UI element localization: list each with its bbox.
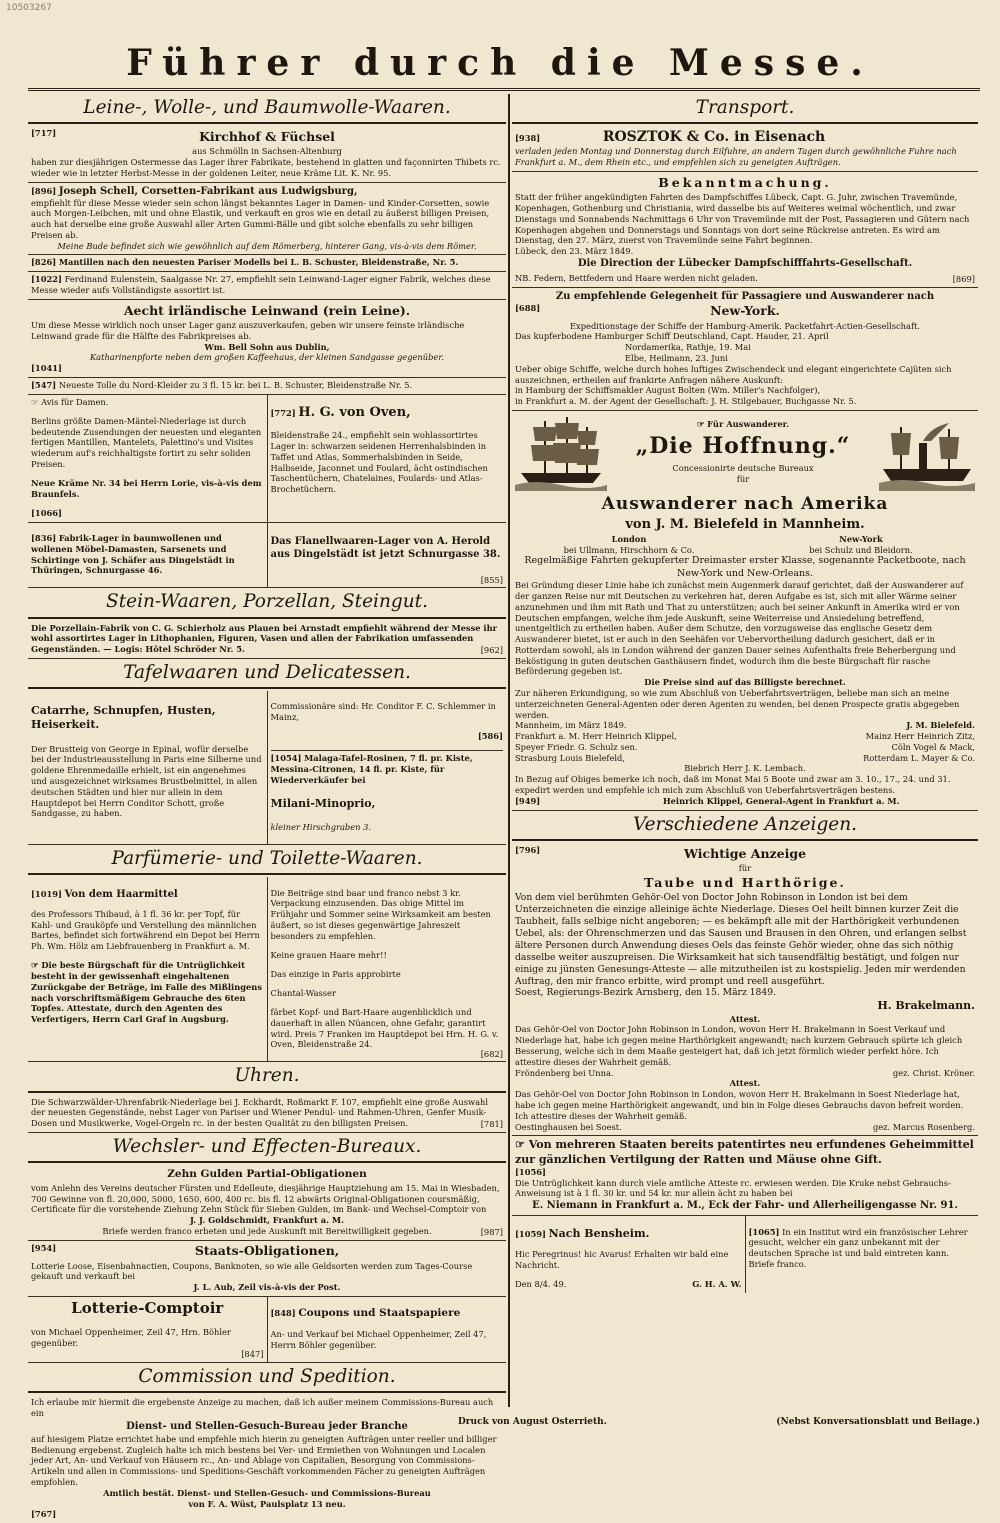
- ad-text: Um diese Messe wirklich noch unser Lager ganz auszuverkaufen, geben wir unsere feinste irländische Leinwand grade für die Hälfte des Fabrikpreises ab.: [31, 320, 465, 341]
- ad-addr: von F. A. Wüst, Paulsplatz 13 neu.: [188, 1498, 346, 1509]
- pointing-hand-icon: ☞: [31, 960, 42, 971]
- ad-number: [1065]: [748, 1226, 780, 1237]
- column-divider: [508, 94, 510, 1407]
- city-london-agent: bei Ullmann, Hirschhorn & Co.: [563, 544, 695, 555]
- ad-number: [954]: [31, 1242, 57, 1253]
- ad-text: Der Brustteig von George in Epinal, wofür derselbe bei der Industrieausstellung in Paris eine Silberne und goldene Ehrenmedaille erhielt, ist ein angenehmes und ausgezeichnet wirksames Brustbelmittel, in allen deutschen Städten und hier nur allein in dem Hauptdepot bei Herrn Conditor Schott, große Sandgasse, zu haben.: [31, 743, 262, 819]
- attest-title: Attest.: [729, 1013, 761, 1024]
- ad-date: Lübeck, den 23. März 1849.: [515, 246, 634, 257]
- scan-id: 10503267: [6, 3, 52, 13]
- ad-number: [717]: [31, 128, 57, 139]
- ad-mantillen: [28, 255, 506, 272]
- ad-text: Von dem viel berühmten Gehör-Oel von Doctor John Robinson in London ist bei dem Unterzeichneten die einzige alleinige ächte Niederlage. Dieses Oel heilt binnen kurzer Zeit die Taubheit, falls selbige nicht angeboren; — es bekämpft alle mit der Harthörigkeit verbundenen Uebel, als: der Ohrenschmerzen und das Sausen und Brausen in den Ohren, und erlangen selbst ältere Personen durch Anwendung dieses Oels das feinste Gehör wieder, ohne das sich nöthig dasselbe weiter auszupreisen. Die Wirksamkeit hat sich tausendfältig bestätigt, und folgen nur einige zu jünsten Genesungs-Atteste — alle mitzutheilen ist zu kostspielig. Jeden mir werdenden Auftrag, den mir franco erbitte, wird prompt und reell ausgeführt.: [515, 891, 967, 987]
- ad-avis: [28, 395, 267, 522]
- ad-text: Die Schwarzwälder-Uhrenfabrik-Niederlage bei J. Eckhardt, Roßmarkt F. 107, empfiehlt eine große Auswahl der neuesten Gegenstände, nebst Lager von Pariser und Wiener Pendul- und Rahmen-Uhren, Genfer Musik-Dosen und Musikwerke, Vogel-Orgeln rc. in der besten Qualität zu den billigsten Preisen.: [31, 1096, 489, 1129]
- ad-commission: [267, 691, 507, 844]
- ad-number: [1056]: [515, 1166, 546, 1177]
- ad-text: vom Anlehn des Vereins deutscher Fürsten und Edelleute, diesjährige Hauptziehung am 15. Mai in Wiesbaden, 700 Gewinne von fl. 20,000, 5000, 1650, 600, 400 rc. bis fl. 12 abwärts Original-Obligationen coursmäßig, Certificate für die vorstehende Ziehung Zehn Stück für Sieben Gulden, im Bank- und Wechsel-Comptoir von: [31, 1182, 500, 1215]
- ad-coupons: [267, 1297, 507, 1362]
- ad-number: [1066]: [31, 507, 62, 518]
- ad-tolle: [28, 378, 506, 395]
- ship-row: Elbe, Heilmann, 23. Juni: [625, 353, 728, 364]
- ad-text: Berlins größte Damen-Mäntel-Niederlage ist durch bedeutende Zusendungen der neuesten und eleganten fertigen Mantillen, Mantelets, Palettino's und Visites wiederum auf's reichhaltigste fortirt zu sehr soliden Preisen.: [31, 415, 262, 469]
- masthead-title: Führer durch die Messe.: [126, 42, 874, 84]
- ad-text2: Ueber obige Schiffe, welche durch hohes luftiges Zwischendeck und elegant eingerichtete Cajüten sich auszeichnen, ertheilen auf frankirte Anfragen nähere Auskunft:: [515, 363, 952, 385]
- page-footer: [28, 1414, 980, 1427]
- left-column: [28, 94, 506, 1520]
- ad-sub: für: [738, 862, 752, 873]
- ad-text: Mantillen nach den neuesten Pariser Modells bei L. B. Schuster, Bleidenstraße, Nr. 5.: [58, 257, 459, 268]
- ad-firm: Milani-Minoprio,: [270, 796, 376, 810]
- ad-head: Lotterie-Comptoir: [71, 1299, 224, 1318]
- ad-catarrhe: [28, 691, 267, 844]
- ad-head: Von dem Haarmittel: [64, 888, 178, 900]
- ad-text: Fabrik-Lager in baumwollenen und wollenen Möbel-Damasten, Sarsenets und Schirtinge von J. Schäfer aus Dingelstädt in Thüringen, Schnurgasse 46.: [31, 532, 235, 576]
- ad-number: [826]: [31, 257, 57, 268]
- ad-sign: Den 8/4. 49. G. H. A. W.: [515, 1278, 742, 1289]
- ad-text: Das Flanellwaaren-Lager von A. Herold aus Dingelstädt ist jetzt Schnurgasse 38.: [270, 535, 501, 560]
- ad-text: haben zur diesjährigen Ostermesse das Lager ihrer Fabrikate, bestehend in glatten und façonnirten Thibets rc. wieder wie in letzter Herbst-Messe in der goldenen Leiter, neue Kräme Lit. K. Nr. 95.: [31, 157, 501, 178]
- ad-head: Joseph Schell, Corsetten-Fabrikant aus Ludwigsburg,: [58, 185, 358, 197]
- ship-row: Nordamerika, Rathje, 19. Mai: [625, 342, 751, 353]
- pointing-hand-icon: ☞: [515, 1138, 529, 1152]
- ad-number: [1022]: [31, 274, 62, 285]
- ad-text3: In Bezug auf Obiges bemerke ich noch, daß im Monat Mai 5 Boote und zwar am 3. 10., 17., 24. und 31. expedirt werden und empfehle ich mich zum Abschluß von Ueberfahrtsverträgen bestens.: [515, 774, 951, 796]
- ad-number: [847]: [241, 1349, 264, 1360]
- ad-by: von J. M. Bielefeld in Mannheim.: [625, 517, 865, 533]
- ad-row-oppenheimer: [28, 1297, 506, 1363]
- ad-text: Ferdinand Eulenstein, Saalgasse Nr. 27, empfiehlt sein Leinwand-Lager eigner Fabrik, welches diese Messe wieder aufs Vollständigste assortirt ist.: [31, 274, 491, 296]
- ad-row-misc: [512, 1216, 978, 1293]
- agent-row: Speyer Friedr. G. Schulz sen. Cöln Vogel & Mack,: [515, 741, 975, 752]
- ad-head: Bekanntmachung.: [658, 174, 832, 190]
- ad-number: [896]: [31, 185, 57, 196]
- ad-text: Statt der früher angekündigten Fahrten des Dampfschiffes Lübeck, Capt. G. Juhr, zwischen Travemünde, Kopenhagen, Gothenburg und Christiania, wird dasselbe bis auf Weiteres weimal wöchentlich, und zwar Dienstags und Sonnabends Nachmittags 6 Uhr von Travemünde mit der Post, Passagieren und Gütern nach Kopenhagen abgehen und Donnerstags und Sonntags von dort seine Rückreise antreten. Es wird am Dienstag, den 27. März, zuerst von Travemünde seine Fahrt beginnen.: [515, 192, 970, 246]
- ad-sub: Concessionirte deutsche Bureaux: [672, 462, 814, 473]
- ad-text: empfiehlt für diese Messe wieder sein schon längst bekanntes Lager in Damen- und Kinder-Corsetten, sowie auch Morgen-Leibchen, mit und ohne Elastik, und verkauft en gros wie en detail zu äußerst billigen Preisen, auch hat derselbe eine große Auswahl aller Arten Gummi-Bälle und gibt solche ebenfalls zu sehr billigen Preisen ab.: [31, 197, 490, 240]
- ad-head2: Taube und Harthörige.: [644, 874, 846, 890]
- ad-head: H. G. von Oven,: [298, 405, 411, 421]
- ad-number: [688]: [515, 302, 541, 313]
- ad-text: Die Beiträge sind baar und franco nebst 3 kr. Verpackung einzusenden. Das obige Mittel im Frühjahr und Sommer seine Wirksamkeit am besten äußert, so ist dieses gegenwärtige Jahreszeit besonders zu empfehlen.: [270, 887, 491, 941]
- ad-text: Malaga-Tafel-Rosinen, 7 fl. pr. Kiste, Messina-Citronen, 14 fl. pr. Kiste, für Wiederverkäufer bei: [270, 753, 473, 785]
- ad-number: [682]: [480, 1048, 503, 1059]
- ad-head: Coupons und Staatspapiere: [298, 1307, 461, 1320]
- ad-number: [586]: [477, 731, 503, 742]
- ad-head: Staats-Obligationen,: [194, 1243, 340, 1259]
- ad-text: Hic Peregrinus! hic Avarus! Erhalten wir bald eine Nachricht.: [515, 1249, 729, 1270]
- ad-row-fabrik: [28, 523, 506, 589]
- ad-firm: Amtlich bestät. Dienst- und Stellen-Gesuch- und Commissions-Bureau: [103, 1487, 431, 1498]
- ad-eulenstein: [28, 272, 506, 300]
- agent-row: Frankfurt a. M. Herr Heinrich Klippel, Mainz Herr Heinrich Zitz,: [515, 731, 975, 742]
- ad-foot: NB. Federn, Bettfedern und Haare werden nicht geladen.: [515, 272, 758, 283]
- ad-head: Zu empfehlende Gelegenheit für Passagiere und Auswanderer nach: [555, 290, 935, 302]
- section-title: Commission und Spedition.: [28, 1363, 506, 1393]
- ad-text: des Professors Thibaud, à 1 fl. 36 kr. per Topf, für Kahl- und Grauköpfe und Verstellung des männlichen Bartes, befindet sich fortwährend ein Depot bei Herrn Ph. Wm. Hölz am Liebfrauenberg in Frankfurt a. M.: [31, 908, 260, 952]
- ad-oven: [267, 395, 507, 522]
- ad-lehrer: [745, 1216, 979, 1293]
- pointing-hand-icon: ☞: [696, 419, 708, 430]
- ad-schell: [28, 183, 506, 256]
- section-title: Wechsler- und Effecten-Bureaux.: [28, 1133, 506, 1163]
- ad-lotterie: [28, 1297, 267, 1362]
- ad-agent: in Frankfurt a. M. der Agent der Gesellschaft: J. H. Stilgebauer, Buchgasse Nr. 5.: [515, 396, 857, 407]
- city-newyork-agent: bei Schulz und Bleidorn.: [809, 544, 913, 555]
- ad-firm: Kirchhof & Füchsel: [199, 128, 335, 144]
- ad-addr: Neue Kräme Nr. 34 bei Herrn Lorie, vis-à-vis dem Braunfels.: [31, 478, 262, 499]
- ad-firm: J. L. Aub, Zeil vis-à-vis der Post.: [193, 1282, 341, 1293]
- masthead-rule: [28, 88, 980, 91]
- ad-partial-obligationen: [28, 1165, 506, 1241]
- city-london: London: [611, 533, 647, 544]
- ad-bensheim: [512, 1216, 745, 1293]
- ship-row: Das kupferbodene Hamburger Schiff Deutschland, Capt. Hauder, 21. April: [515, 331, 829, 342]
- attest-sign: Oestinghausen bei Soest. gez. Marcus Rosenberg.: [515, 1121, 975, 1132]
- ad-number: [781]: [480, 1119, 503, 1130]
- ad-number: [1059]: [515, 1228, 546, 1239]
- ad-number: [938]: [515, 133, 541, 144]
- ad-place: aus Schmölln in Sachsen-Altenburg: [192, 146, 342, 157]
- ad-date: Soest, Regierungs-Bezirk Arnsberg, den 15. März 1849.: [515, 987, 777, 999]
- ad-number: [1041]: [31, 363, 62, 374]
- section-title: Leine-, Wolle-, und Baumwolle-Waaren.: [28, 94, 506, 124]
- ad-head: Catarrhe, Schnupfen, Husten, Heiserkeit.: [31, 704, 216, 732]
- sailing-ship-icon: [515, 413, 607, 491]
- ad-cities: [515, 534, 975, 556]
- ad-text: Bei Gründung dieser Linie habe ich zunächst mein Augenmerk darauf gerichtet, daß der Auswanderer auf der ganzen Reise nur mit Deutschen zu verkehren hat, deren Aufgabe es ist, sich mit aller Wärme seiner anzunehmen und ihm mit Rath und That zu unterstützen; auch bei seiner Ankunft in Amerika wird er von Deutschen empfangen, welche ihm jede Auskunft, seine Weiterreise und Ansiedelung betreffend, unentgeltlich zu ertheilen haben. Außer dem Schutze, den vorzugsweise das englische Gesetz dem Auswanderer bietet, ist er auch in den Seehäfen vor Uebervortheilung dadurch gesichert, daß er in Rotterdam sowohl, als in London während der ganzen Dauer seines Aufenthalts freie Beherbergung und Beköstigung in guten deutschen Gasthäusern findet, wodurch ihm die beste Bürgschaft für rasche Beförderung gegeben ist.: [515, 580, 964, 677]
- ad-chantal: [267, 877, 507, 1061]
- ad-text: Commissionäre sind: Hr. Conditor F. C. Schlemmer in Mainz,: [270, 701, 496, 723]
- ad-regular: Regelmäßige Fahrten gekupferter Dreimaster erster Klasse, sogenannte Packetboote, nach New-York und New-Orleans.: [524, 555, 966, 579]
- section-title: Stein-Waaren, Porzellan, Steingut.: [28, 588, 506, 618]
- ad-eckhardt: [28, 1095, 506, 1133]
- ad-foot: Heinrich Klippel, General-Agent in Frankfurt a. M.: [662, 795, 900, 806]
- ad-niemann: [512, 1136, 978, 1216]
- ad-small: ☞ Für Auswanderer.: [696, 419, 790, 430]
- ad-text: Die Untrüglichkeit kann durch viele amtliche Atteste rc. erwiesen werden. Die Kruke nebst Gebrauchs-Anweisung ist à 1 fl. 30 kr. und 54 kr. nur allein ächt zu haben bei: [515, 1177, 951, 1199]
- ad-firm: J. J. Goldschmidt, Frankfurt a. M.: [190, 1215, 344, 1226]
- printer-credit: Druck von August Osterrieth.: [458, 1417, 607, 1427]
- agent-row: Strasburg Louis Bielefeld, Rotterdam L. Mayer & Co.: [515, 752, 975, 763]
- ad-firm: ROSZTOK & Co. in Eisenach: [602, 129, 826, 146]
- ad-brakelmann: [512, 843, 978, 1137]
- ad-text: Ich erlaube mir hiermit die ergebenste Anzeige zu machen, daß ich außer meinem Commissions-Bureau auch ein: [31, 1397, 494, 1419]
- ad-luebeck: [512, 172, 978, 288]
- ad-number: [767]: [31, 1509, 57, 1520]
- ad-number: [772]: [270, 408, 296, 419]
- ad-schaefer: [28, 523, 267, 588]
- ad-signature: Mannheim, im März 1849. J. M. Bielefeld.: [515, 720, 975, 731]
- ad-number: [855]: [480, 574, 503, 585]
- ad-firm: Wm. Bell Sohn aus Dublin,: [204, 341, 330, 352]
- ad-haarmittel: [28, 877, 267, 1061]
- ad-number: [836]: [31, 532, 57, 543]
- ad-number: [869]: [952, 273, 975, 284]
- ad-kirchhof: [28, 126, 506, 182]
- section-title: Uhren.: [28, 1062, 506, 1092]
- ad-head: Dienst- und Stellen-Gesuch-Bureau jeder Branche: [126, 1420, 408, 1432]
- ad-head2: Auswanderer nach Amerika: [601, 493, 889, 514]
- ad-rosztok: [512, 126, 978, 172]
- ad-sub: Das einzige in Paris approbirte: [270, 968, 401, 979]
- ad-row-parfuemerie: [28, 877, 506, 1062]
- agent-row: Biebrich Herr J. K. Lembach.: [684, 763, 806, 774]
- city-newyork: New-York: [839, 533, 883, 544]
- ad-sign: H. Brakelmann.: [877, 999, 975, 1013]
- ad-bell: [28, 300, 506, 378]
- ad-head: ☞ Avis für Damen.: [31, 396, 109, 407]
- ad-head: Keine grauen Haare mehr!!: [270, 949, 387, 960]
- ad-text: von Michael Oppenheimer, Zeil 47, Hrn. Böhler gegenüber.: [31, 1326, 231, 1348]
- ad-firm: Die Direction der Lübecker Dampfschifffahrts-Gesellschaft.: [577, 257, 913, 269]
- ad-number: [1019]: [31, 888, 62, 899]
- ad-foot: Meine Bude befindet sich wie gewöhnlich auf dem Römerberg, hinterer Gang, vis-à-vis dem Römer.: [57, 240, 477, 251]
- ad-number: [848]: [270, 1308, 296, 1319]
- ad-row-tafel: [28, 691, 506, 845]
- ad-text2: auf hiesigem Platze errichtet habe und empfehle mich hierin zu geneigten Aufträgen unter reeller und billiger Bedienung ergebenst. Zugleich halte ich mich bestens bei Ver- und Ermiethen von Wohnungen und Localen jeder Art, An- und Verkauf von Häusern rc., An- und Ablage von Capitalien, Besorgung von Commissions-Artikeln und allen in Commissions- und Speditions-Geschäft vorkommenden Fächer zu geneigten Aufträgen empfohlen.: [31, 1433, 497, 1488]
- ad-number: [987]: [480, 1226, 503, 1237]
- ad-text: Expeditionstage der Schiffe der Hamburg-Amerik. Packetfahrt-Actien-Gesellschaft.: [569, 320, 920, 331]
- supplement-note: (Nebst Konversationsblatt und Beilage.): [776, 1417, 980, 1427]
- ad-text: verladen jeden Montag und Donnerstag durch Eilfuhre, an andern Tagen durch gewöhnliche Fuhre nach Frankfurt a. M., dem Rhein etc., und empfehlen sich zu geneigten Aufträgen.: [515, 146, 957, 168]
- ad-text2: färbet Kopf- und Bart-Haare augenblicklich und dauerhaft in allen Nüancen, ohne Gefahr, garantirt wird. Preis 7 Franken im Hauptdepot bei Hrn. H. G. v. Oven, Bleidenstraße 24.: [270, 1006, 499, 1050]
- ad-text2: ☞ Die beste Bürgschaft für die Untrüglichkeit besteht in der gewissenhaft eingehaltenen Zurückgabe der Beträge, im Falle des Mißlingens nach vorschriftsmäßigem Gebrauche des 6ten Topfes. Attestate, durch den Agenten des Verfertigers, Herrn Carl Graf in Augsburg.: [31, 960, 263, 1025]
- ad-herold: [267, 523, 507, 588]
- ad-head: ☞ Von mehreren Staaten bereits patentirtes neu erfundenes Geheimmittel zur gänzlichen Vertilgung der Ratten und Mäuse ohne Gift.: [515, 1138, 974, 1166]
- ad-text2: Zur näheren Erkundigung, so wie zum Abschluß von Ueberfahrtsverträgen, beliebe man sich an meine unterzeichneten General-Agenten oder deren Agenten zu wenden, bei denen Prospecte gratis abgegeben werden.: [515, 687, 960, 720]
- steamship-icon: [879, 413, 975, 491]
- ad-schierholz: [28, 621, 506, 659]
- section-title: Parfümerie- und Toilette-Waaren.: [28, 845, 506, 875]
- attest-text: Das Gehör-Oel von Doctor John Robinson in London, wovon Herr H. Brakelmann in Soest Verkauf und Niederlage hat, habe ich gegen meine Harthörigkeit angewandt; nach kurzem Gebrauch spürte ich gleich Besserung, welche sich in dem Maaße gesteigert hat, daß ich jetzt förmlich wieder perfekt höre. Ich attestire dieses der Wahrheit gemäß.: [515, 1024, 963, 1067]
- ad-head: Aecht irländische Leinwand (rein Leine).: [123, 302, 411, 318]
- ad-row-avis: [28, 395, 506, 523]
- ad-text: Neueste Tolle du Nord-Kleider zu 3 fl. 15 kr. bei L. B. Schuster, Bleidenstraße Nr. 5.: [58, 379, 413, 390]
- ad-firm: E. Niemann in Frankfurt a. M., Eck der Fahr- und Allerheiligengasse Nr. 91.: [532, 1200, 958, 1212]
- ad-text: In ein Institut wird ein französischer Lehrer gesucht, welcher ein ganz unbekannt mit der deutschen Sprache ist und bald eintreten kann. Briefe franco.: [748, 1226, 968, 1269]
- ad-text: Die Porzellain-Fabrik von C. G. Schierholz aus Plauen bei Arnstadt empfiehlt während der Messe ihr wohl assortirtes Lager in Lithophanien, Figuren, Vasen und allen der Fabrikation umfassenden Gegenständen. — Logis: Hôtel Schröder Nr. 5.: [31, 622, 497, 655]
- ad-text: Lotterie Loose, Eisenbahnactien, Coupons, Banknoten, so wie alle Geldsorten werden zum Tages-Course gekauft und verkauft bei: [31, 1260, 473, 1282]
- ad-text: An- und Verkauf bei Michael Oppenheimer, Zeil 47, Herrn Böhler gegenüber.: [270, 1329, 487, 1351]
- ad-staats-obligationen: [28, 1241, 506, 1297]
- attest-title: Attest.: [729, 1078, 761, 1089]
- section-title: Verschiedene Anzeigen.: [512, 811, 978, 841]
- ad-addr: Katharinenpforte neben dem großen Kaffeehaus, der kleinen Sandgasse gegenüber.: [89, 352, 445, 363]
- ad-foot: Briefe werden franco erbeten und jede Auskunft mit Bereitwilligkeit gegeben.: [102, 1225, 432, 1236]
- ad-number: [547]: [31, 379, 57, 390]
- right-column: [512, 94, 978, 1407]
- ad-head: Nach Bensheim.: [548, 1226, 650, 1240]
- ad-price: Die Preise sind auf das Billigste berechnet.: [644, 677, 846, 688]
- pointing-hand-icon: ☞: [31, 396, 39, 407]
- ad-number: [949]: [515, 795, 541, 806]
- ad-number: [796]: [515, 844, 541, 855]
- ad-sub2: für: [736, 473, 750, 484]
- ad-head: „Die Hoffnung.“: [635, 433, 851, 460]
- ad-newyork: [512, 288, 978, 411]
- ad-head: Zehn Gulden Partial-Obligationen: [167, 1168, 367, 1181]
- ad-name: Chantal-Wasser: [270, 987, 336, 998]
- attest-text: Das Gehör-Oel von Doctor John Robinson in London, wovon Herr H. Brakelmann in Soest Niederlage hat, habe ich gegen meine Harthörigkeit angewandt, und bin in Folge dieses Gebrauchs davon befreit worden. Ich attestire dieses der Wahrheit gemäß.: [515, 1089, 964, 1121]
- ad-addr: kleiner Hirschgraben 3.: [270, 821, 372, 832]
- ad-hoffnung: [512, 411, 978, 811]
- ad-number: [962]: [480, 645, 503, 656]
- section-title: Tafelwaaren und Delicatessen.: [28, 659, 506, 689]
- ad-text: Bleidenstraße 24., empfiehlt sein wohlassortirtes Lager in: schwarzen seidenen Herrenhalsbinden in Taffet und Atlas, Sommerhalsbinden in Seide, Halbseide, Jaconnet und Foulard, ächt ostindischen Taschentüchern, Chatelaines, Foulards- und Atlas-Brochetüchern.: [270, 430, 488, 495]
- ad-head: Wichtige Anzeige: [683, 845, 807, 861]
- ad-agent: in Hamburg der Schiffsmakler August Bolten (Wm. Miller's Nachfolger),: [515, 385, 821, 396]
- attest-sign: Fröndenberg bei Unna. gez. Christ. Kröner.: [515, 1067, 975, 1078]
- section-title: Transport.: [512, 94, 978, 124]
- ad-head2: New-York.: [710, 303, 780, 319]
- ad-number: [1054]: [270, 753, 302, 764]
